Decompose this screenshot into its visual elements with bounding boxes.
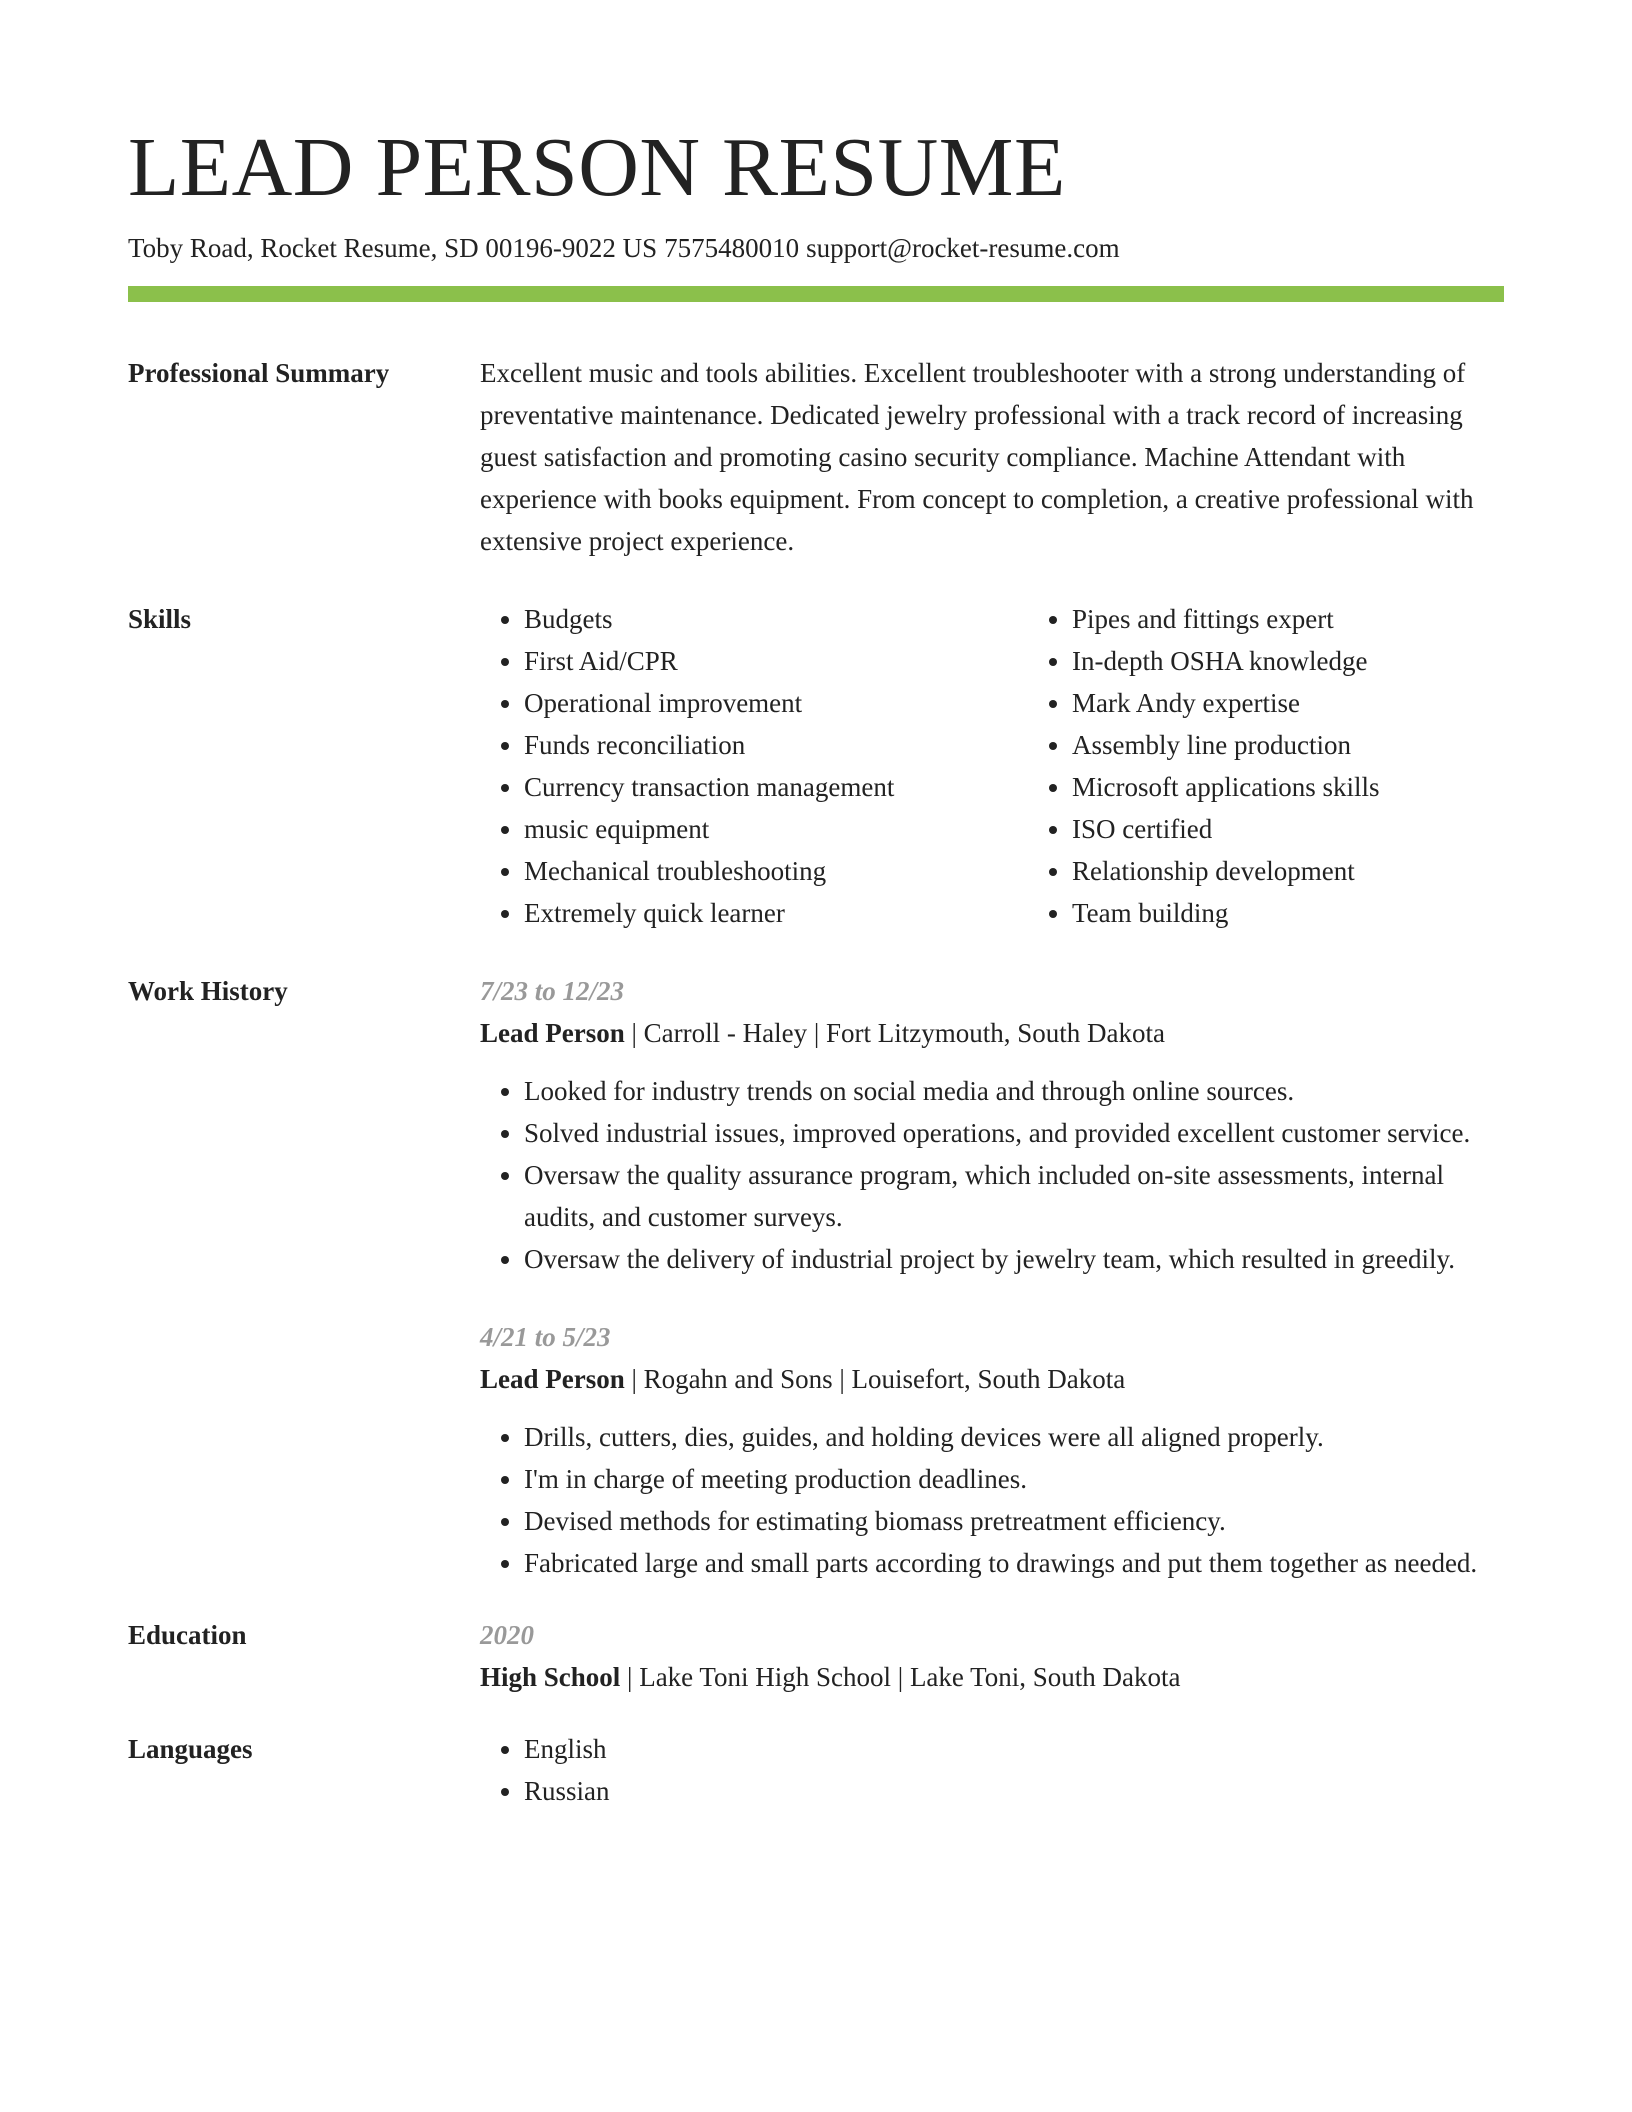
job-title: Lead Person — [480, 1018, 625, 1048]
work-history-content — [480, 970, 1504, 1584]
page-title: LEAD PERSON RESUME — [128, 121, 1066, 214]
header-divider — [128, 286, 1504, 302]
summary-text: Excellent music and tools abilities. Excellent troubleshooter with a strong understanding of preventative maintenance. Dedicated jewelry professional with a track record of increasing guest satisfaction and promoting casino security compliance. Machine Attendant with experience with books equipment. From concept to completion, a creative professional with extensive project experience. — [480, 358, 1474, 556]
list-item: • Funds reconciliation — [524, 724, 1028, 766]
education-label: Education — [128, 1620, 247, 1650]
email: support@rocket-resume.com — [806, 233, 1120, 263]
list-item: • Mark Andy expertise — [1072, 682, 1576, 724]
skills-list-left — [480, 598, 1028, 934]
job-details: | Carroll - Haley | Fort Litzymouth, South Dakota — [624, 1018, 1165, 1048]
job-details: | Rogahn and Sons | Louisefort, South Dakota — [624, 1364, 1126, 1394]
education-section — [128, 1614, 1504, 1698]
work-history-section — [128, 970, 1504, 1584]
education-details: | Lake Toni High School | Lake Toni, South Dakota — [620, 1662, 1181, 1692]
languages-content — [480, 1728, 1504, 1812]
contact-line — [128, 230, 1504, 266]
list-item: • Currency transaction management — [524, 766, 1028, 808]
list-item: • Russian — [524, 1770, 1504, 1812]
list-item: • Team building — [1072, 892, 1576, 934]
summary-label: Professional Summary — [128, 358, 390, 388]
list-item: • Operational improvement — [524, 682, 1028, 724]
list-item: • Oversaw the delivery of industrial project by jewelry team, which resulted in greedily. — [524, 1238, 1504, 1280]
list-item: • Mechanical troubleshooting — [524, 850, 1028, 892]
list-item: • Budgets — [524, 598, 1028, 640]
phone: 7575480010 — [664, 233, 800, 263]
list-item: • I'm in charge of meeting production deadlines. — [524, 1458, 1504, 1500]
list-item: • First Aid/CPR — [524, 640, 1028, 682]
education-content — [480, 1614, 1504, 1698]
education-degree: High School — [480, 1662, 621, 1692]
education-entry — [480, 1656, 1504, 1698]
list-item: • Relationship development — [1072, 850, 1576, 892]
job-entry — [480, 970, 1504, 1280]
list-item: • Devised methods for estimating biomass pretreatment efficiency. — [524, 1500, 1504, 1542]
education-year: 2020 — [480, 1620, 534, 1650]
languages-section — [128, 1728, 1504, 1812]
list-item: • Extremely quick learner — [524, 892, 1028, 934]
list-item: • English — [524, 1728, 1504, 1770]
languages-list — [480, 1728, 1504, 1812]
languages-label: Languages — [128, 1734, 253, 1764]
skills-list-right — [1028, 598, 1576, 934]
skills-section — [128, 598, 1504, 934]
job-dates: 7/23 to 12/23 — [480, 976, 625, 1006]
skills-label: Skills — [128, 604, 192, 634]
list-item: • Looked for industry trends on social media and through online sources. — [524, 1070, 1504, 1112]
address: Toby Road, Rocket Resume, SD 00196-9022 US — [128, 233, 658, 263]
list-item: • Drills, cutters, dies, guides, and holding devices were all aligned properly. — [524, 1416, 1504, 1458]
job-bullets — [480, 1416, 1504, 1584]
job-title: Lead Person — [480, 1364, 625, 1394]
job-bullets — [480, 1070, 1504, 1280]
job-dates: 4/21 to 5/23 — [480, 1322, 611, 1352]
job-role — [480, 1358, 1504, 1400]
list-item: • Solved industrial issues, improved operations, and provided excellent customer service. — [524, 1112, 1504, 1154]
list-item: • In-depth OSHA knowledge — [1072, 640, 1576, 682]
list-item: • ISO certified — [1072, 808, 1576, 850]
list-item: • Fabricated large and small parts according to drawings and put them together as needed. — [524, 1542, 1504, 1584]
list-item: • Microsoft applications skills — [1072, 766, 1576, 808]
list-item: • Pipes and fittings expert — [1072, 598, 1576, 640]
work-history-label: Work History — [128, 976, 288, 1006]
job-entry — [480, 1316, 1504, 1584]
summary-section — [128, 352, 1504, 562]
job-role — [480, 1012, 1504, 1054]
skills-columns — [480, 598, 1576, 934]
list-item: • music equipment — [524, 808, 1028, 850]
list-item: • Oversaw the quality assurance program, which included on-site assessments, internal audits, and customer surveys. — [524, 1154, 1504, 1238]
list-item: • Assembly line production — [1072, 724, 1576, 766]
